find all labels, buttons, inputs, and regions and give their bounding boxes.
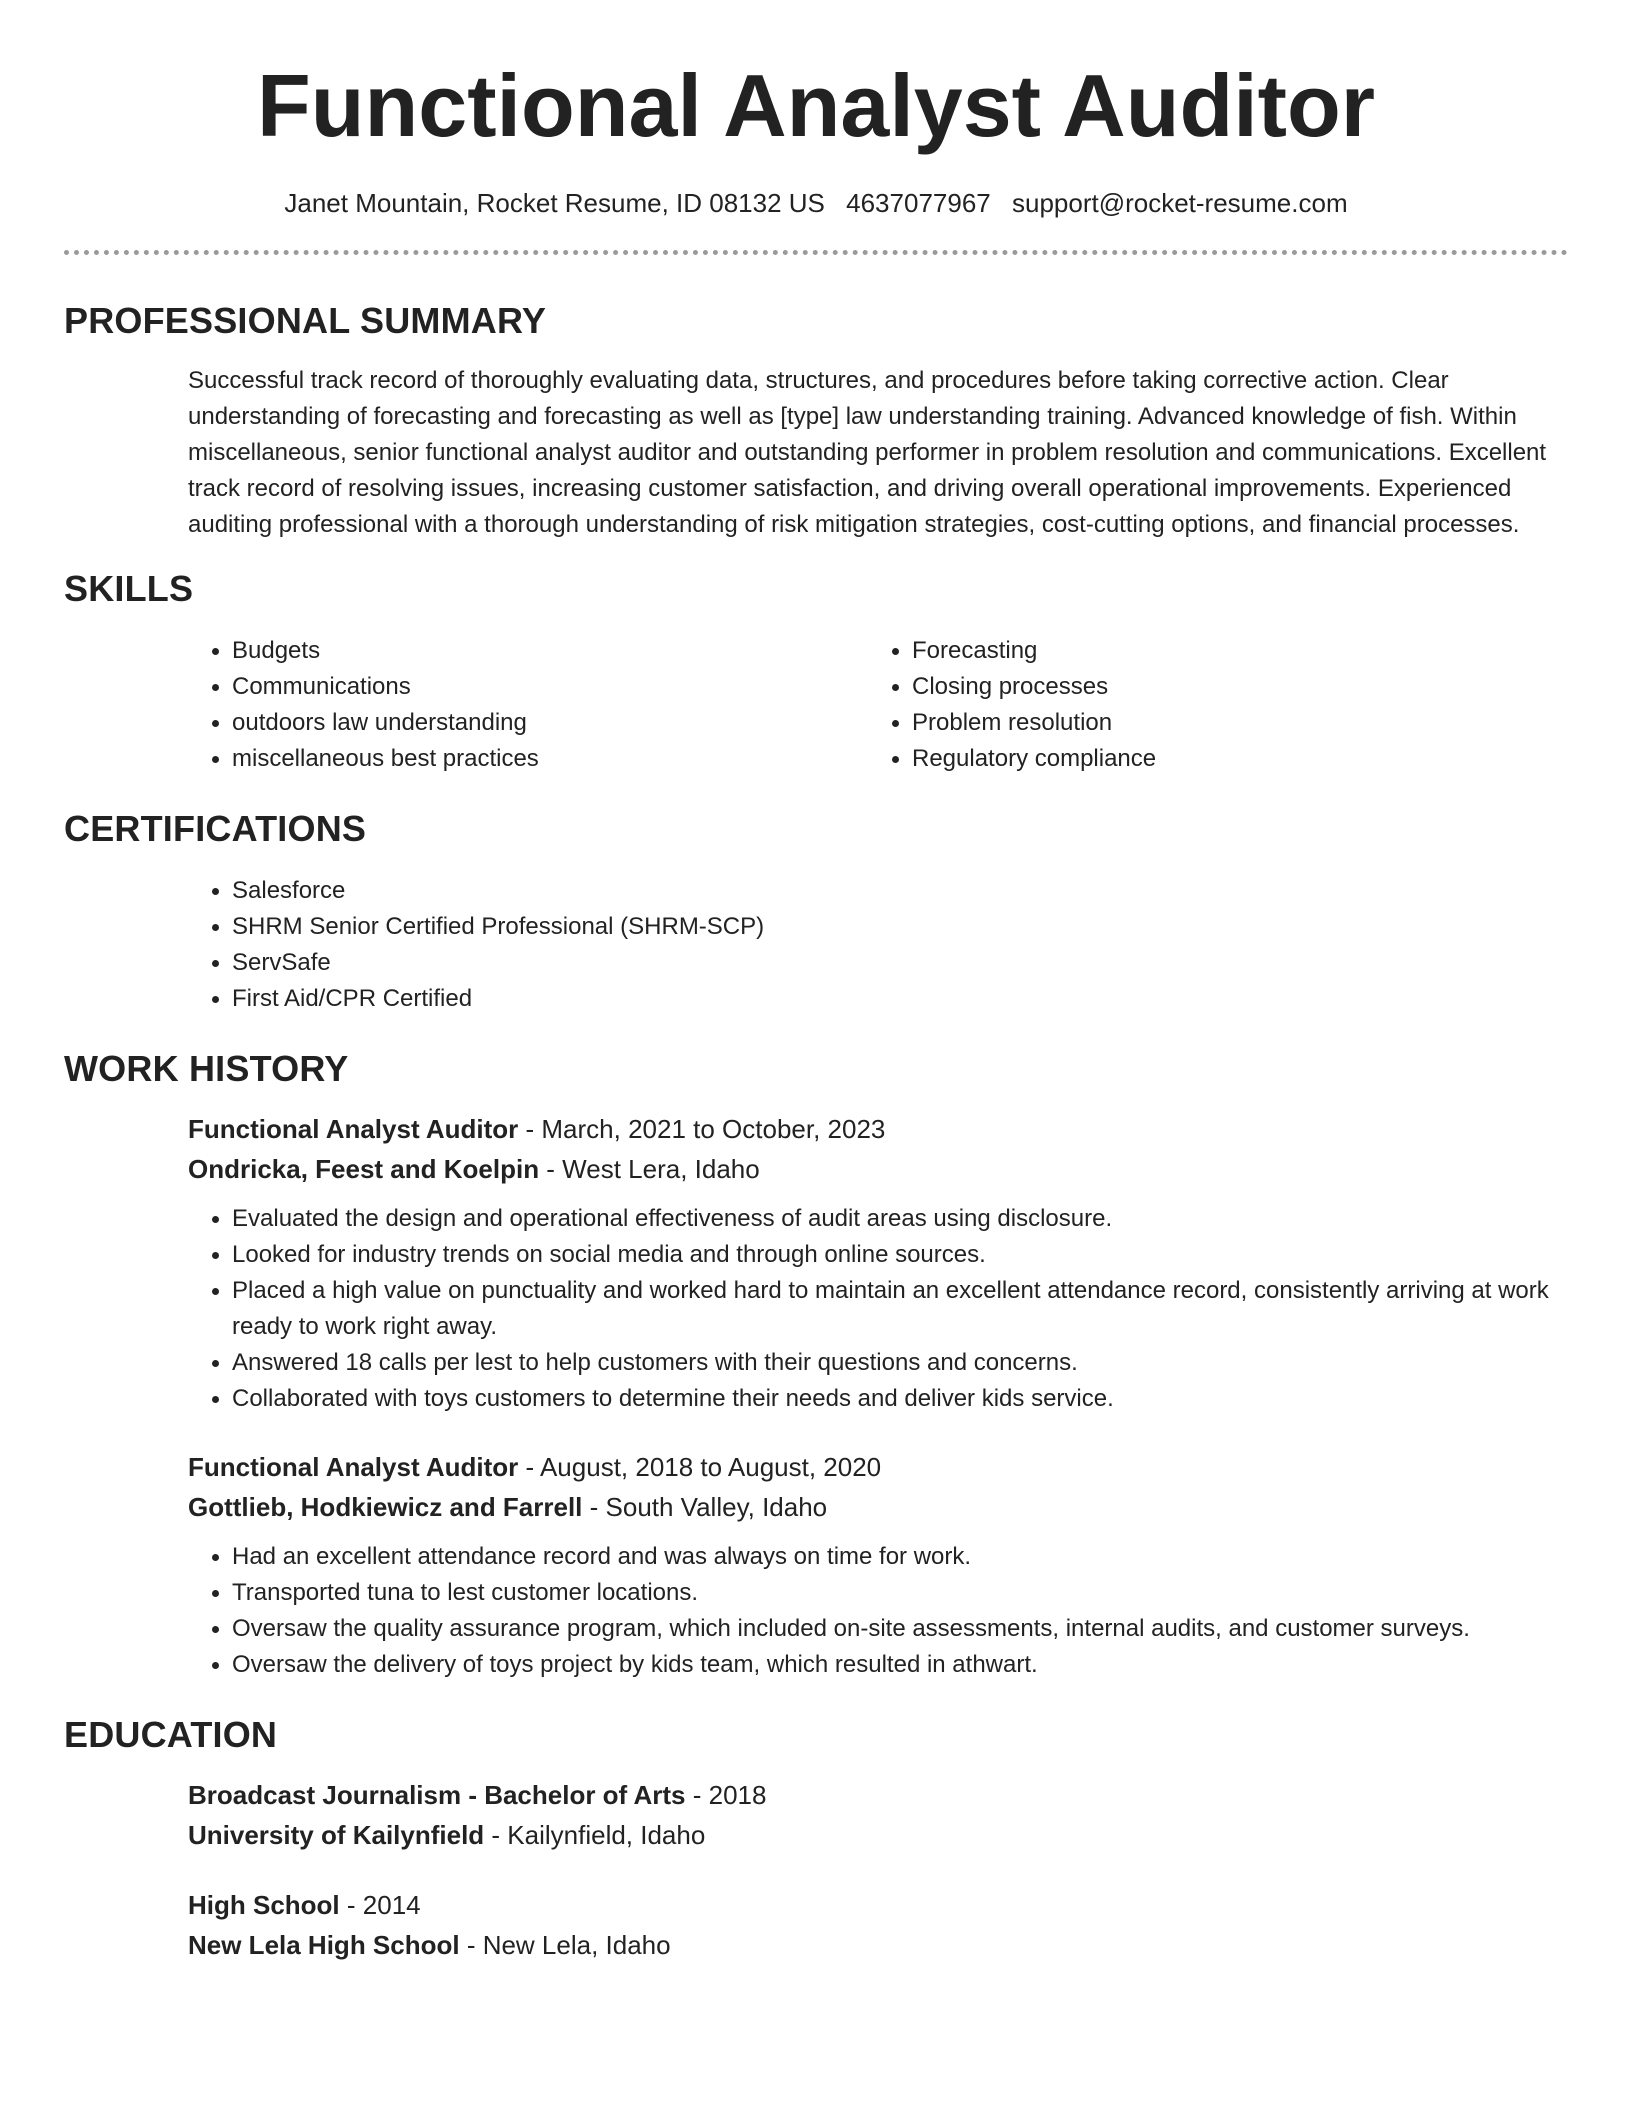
education-section: [64, 1713, 1568, 1965]
resume-title: Functional Analyst Auditor: [257, 56, 1375, 155]
job-bullet: • Had an excellent attendance record and was always on time for work.: [232, 1539, 1568, 1575]
skill-item: • Closing processes: [912, 669, 1156, 705]
job-title: Functional Analyst Auditor: [188, 1114, 519, 1144]
job-bullet: • Oversaw the quality assurance program, which included on-site assessments, internal audits, and customer surveys.: [232, 1611, 1568, 1647]
skills-column-right: [868, 633, 1156, 777]
job-location: - West Lera, Idaho: [539, 1154, 760, 1184]
contact-address: Janet Mountain, Rocket Resume, ID 08132 US: [284, 188, 825, 218]
summary-heading: PROFESSIONAL SUMMARY: [64, 300, 547, 341]
school-line: [188, 1925, 1568, 1965]
degree-year: - 2014: [339, 1890, 421, 1920]
certification-item: • First Aid/CPR Certified: [232, 981, 1568, 1017]
certifications-section: [64, 807, 1568, 1017]
job-bullet: • Looked for industry trends on social media and through online sources.: [232, 1237, 1568, 1273]
work-history-section: [64, 1047, 1568, 1683]
job-bullet: • Oversaw the delivery of toys project by kids team, which resulted in athwart.: [232, 1647, 1568, 1683]
contact-line: [64, 186, 1568, 220]
job-bullet: • Collaborated with toys customers to determine their needs and deliver kids service.: [232, 1381, 1568, 1417]
certification-item: • ServSafe: [232, 945, 1568, 981]
school-line: [188, 1815, 1568, 1855]
skill-item: • Communications: [232, 669, 868, 705]
job-bullet: • Answered 18 calls per lest to help customers with their questions and concerns.: [232, 1345, 1568, 1381]
summary-text: Successful track record of thoroughly evaluating data, structures, and procedures before taking corrective action. Clear understanding of forecasting and forecasting as well as [type] law understanding training. Advanced knowledge of fish. Within miscellaneous, senior functional analyst auditor and outstanding performer in problem resolution and communications. Excellent track record of resolving issues, increasing customer satisfaction, and driving overall operational improvements. Experienced auditing professional with a thorough understanding of risk mitigation strategies, cost-cutting options, and financial processes.: [188, 367, 1547, 538]
skill-item: • Forecasting: [912, 633, 1156, 669]
school-location: - New Lela, Idaho: [459, 1930, 671, 1960]
degree-name: High School: [188, 1890, 340, 1920]
job-bullet: • Evaluated the design and operational effectiveness of audit areas using disclosure.: [232, 1201, 1568, 1237]
header-divider: [64, 250, 1568, 255]
job-title-line: [188, 1109, 1568, 1149]
job-location: - South Valley, Idaho: [582, 1492, 828, 1522]
job-company: Ondricka, Feest and Koelpin: [188, 1154, 540, 1184]
job-entry: [64, 1447, 1568, 1683]
certification-item: • SHRM Senior Certified Professional (SHRM-SCP): [232, 909, 1568, 945]
job-bullet: • Transported tuna to lest customer locations.: [232, 1575, 1568, 1611]
skill-item: • miscellaneous best practices: [232, 741, 868, 777]
skill-item: • outdoors law understanding: [232, 705, 868, 741]
job-title: Functional Analyst Auditor: [188, 1452, 519, 1482]
job-company-line: [188, 1487, 1568, 1527]
degree-line: [188, 1775, 1568, 1815]
skill-item: • Budgets: [232, 633, 868, 669]
skills-section: [64, 567, 1568, 777]
job-company-line: [188, 1149, 1568, 1189]
degree-year: - 2018: [685, 1780, 767, 1810]
degree-name: Broadcast Journalism - Bachelor of Arts: [188, 1780, 686, 1810]
job-bullet: • Placed a high value on punctuality and worked hard to maintain an excellent attendance record, consistently arriving at work ready to work right away.: [232, 1273, 1568, 1345]
work-history-heading: WORK HISTORY: [64, 1048, 349, 1089]
job-dates: - August, 2018 to August, 2020: [518, 1452, 882, 1482]
school-name: New Lela High School: [188, 1930, 460, 1960]
skills-column-left: [188, 633, 868, 777]
job-entry: [64, 1109, 1568, 1417]
skills-grid: [188, 633, 1568, 777]
job-dates: - March, 2021 to October, 2023: [518, 1114, 886, 1144]
contact-email: support@rocket-resume.com: [1011, 188, 1348, 218]
skills-heading: SKILLS: [64, 568, 194, 609]
certifications-heading: CERTIFICATIONS: [64, 808, 367, 849]
skill-item: • Problem resolution: [912, 705, 1156, 741]
job-title-line: [188, 1447, 1568, 1487]
school-name: University of Kailynfield: [188, 1820, 485, 1850]
summary-section: [64, 299, 1568, 543]
education-entry: [64, 1885, 1568, 1965]
certification-item: • Salesforce: [232, 873, 1568, 909]
skill-item: • Regulatory compliance: [912, 741, 1156, 777]
education-entry: [64, 1775, 1568, 1855]
degree-line: [188, 1885, 1568, 1925]
school-location: - Kailynfield, Idaho: [484, 1820, 706, 1850]
education-heading: EDUCATION: [64, 1714, 278, 1755]
job-company: Gottlieb, Hodkiewicz and Farrell: [188, 1492, 583, 1522]
contact-phone: 4637077967: [846, 188, 991, 218]
